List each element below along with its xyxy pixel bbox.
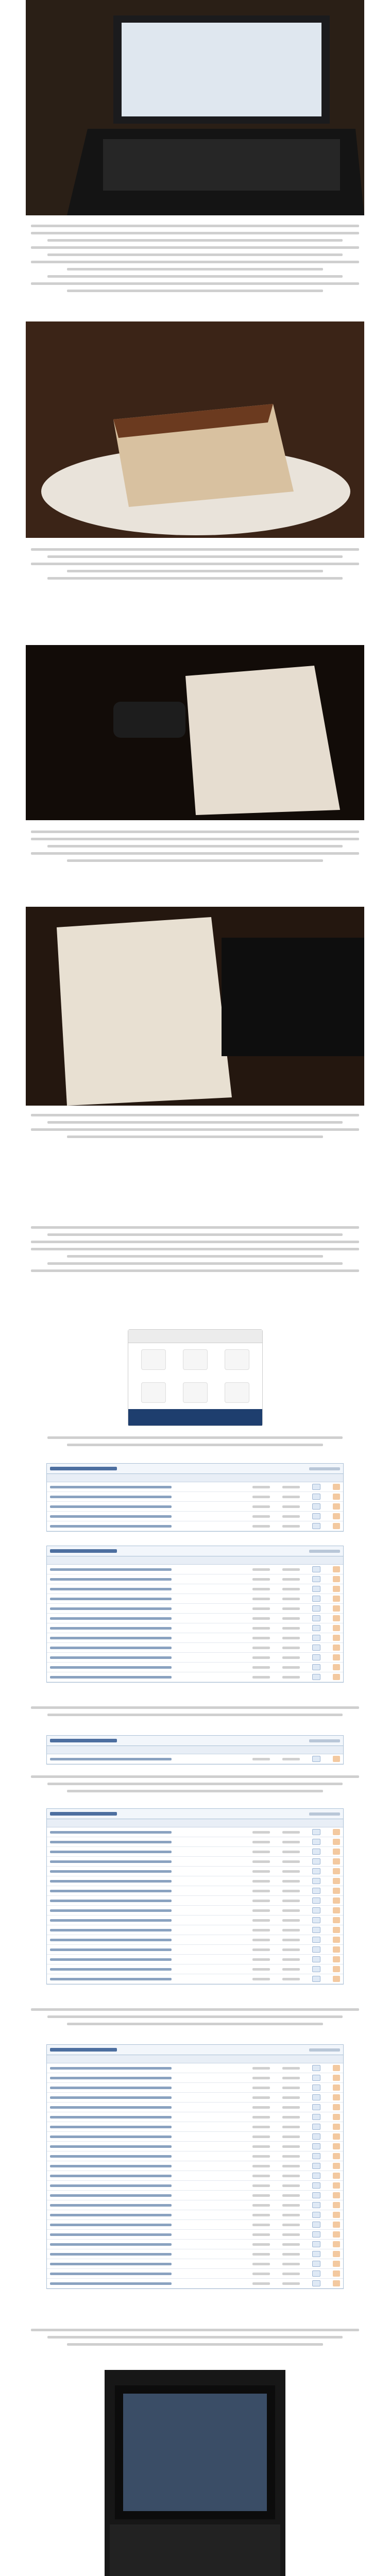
pencil-icon[interactable]	[333, 2124, 340, 2130]
pencil-icon[interactable]	[333, 1829, 340, 1835]
download-icon[interactable]	[312, 1664, 320, 1670]
download-icon[interactable]	[312, 2202, 320, 2208]
pencil-icon[interactable]	[333, 1917, 340, 1923]
download-icon[interactable]	[312, 1566, 320, 1572]
download-icon[interactable]	[312, 2231, 320, 2238]
pencil-icon[interactable]	[333, 1586, 340, 1592]
download-icon[interactable]	[312, 1576, 320, 1582]
pencil-icon[interactable]	[333, 1927, 340, 1933]
table-row[interactable]	[47, 1643, 343, 1653]
table-row[interactable]	[47, 2083, 343, 2093]
table-row[interactable]	[47, 2103, 343, 2112]
table-row[interactable]	[47, 1964, 343, 1974]
download-icon[interactable]	[312, 2192, 320, 2198]
download-icon[interactable]	[312, 1839, 320, 1845]
pencil-icon[interactable]	[333, 1888, 340, 1894]
download-icon[interactable]	[312, 1868, 320, 1874]
pencil-icon[interactable]	[333, 2173, 340, 2179]
pencil-icon[interactable]	[333, 1523, 340, 1529]
table-note	[31, 1706, 359, 1721]
table-row[interactable]	[47, 2220, 343, 2230]
pencil-icon[interactable]	[333, 1484, 340, 1490]
pencil-icon[interactable]	[333, 1907, 340, 1913]
store-text	[31, 1226, 359, 1277]
table-row[interactable]	[47, 1925, 343, 1935]
download-icon[interactable]	[312, 1513, 320, 1519]
download-icon[interactable]	[312, 2143, 320, 2149]
table-row[interactable]	[47, 2240, 343, 2249]
app-tile	[225, 1349, 249, 1370]
table-row[interactable]	[47, 1867, 343, 1876]
download-icon[interactable]	[312, 1907, 320, 1913]
pencil-icon[interactable]	[333, 1654, 340, 1660]
table-row[interactable]	[47, 1604, 343, 1614]
pencil-icon[interactable]	[333, 2182, 340, 2189]
table-row[interactable]	[47, 2142, 343, 2151]
table-row[interactable]	[47, 1521, 343, 1531]
pencil-icon[interactable]	[333, 2212, 340, 2218]
download-icon[interactable]	[312, 1654, 320, 1660]
book-on-laptop-photo	[26, 907, 364, 1106]
pencil-icon[interactable]	[333, 1566, 340, 1572]
download-icon[interactable]	[312, 1596, 320, 1602]
download-icon[interactable]	[312, 1888, 320, 1894]
app-tile	[225, 1382, 249, 1403]
software-table-4	[46, 1808, 344, 1985]
table-row[interactable]	[47, 2181, 343, 2191]
table-row[interactable]	[47, 2249, 343, 2259]
pencil-icon[interactable]	[333, 2261, 340, 2267]
table-row[interactable]	[47, 2191, 343, 2200]
pencil-icon[interactable]	[333, 1576, 340, 1582]
table-row[interactable]	[47, 1653, 343, 1663]
software-table-3	[46, 1735, 344, 1765]
download-icon[interactable]	[312, 1878, 320, 1884]
pencil-icon[interactable]	[333, 2114, 340, 2120]
pencil-icon[interactable]	[333, 1513, 340, 1519]
pencil-icon[interactable]	[333, 1937, 340, 1943]
pencil-icon[interactable]	[333, 2222, 340, 2228]
pencil-icon[interactable]	[333, 2251, 340, 2257]
download-icon[interactable]	[312, 1625, 320, 1631]
pencil-icon[interactable]	[333, 1868, 340, 1874]
table-row[interactable]	[47, 1916, 343, 1925]
pencil-icon[interactable]	[333, 1645, 340, 1651]
download-icon[interactable]	[312, 2182, 320, 2189]
download-icon[interactable]	[312, 2222, 320, 2228]
table-row[interactable]	[47, 2132, 343, 2142]
table-row[interactable]	[47, 1945, 343, 1955]
table-row[interactable]	[47, 2171, 343, 2181]
table-note-3	[31, 2008, 359, 2030]
software-table-5	[46, 2044, 344, 2289]
table-row[interactable]	[47, 1886, 343, 1896]
phone-and-book-photo	[26, 645, 364, 820]
table-intro	[31, 1436, 359, 1451]
table-row[interactable]	[47, 2230, 343, 2240]
table-row[interactable]	[47, 2073, 343, 2083]
download-icon[interactable]	[312, 2153, 320, 2159]
pencil-icon[interactable]	[333, 2270, 340, 2277]
download-icon[interactable]	[312, 2270, 320, 2277]
download-icon[interactable]	[312, 1503, 320, 1510]
download-icon[interactable]	[312, 2104, 320, 2110]
app-tile	[183, 1349, 208, 1370]
app-store-screenshot	[128, 1329, 263, 1426]
netbook-video-photo	[105, 2370, 285, 2576]
table-note-2	[31, 1775, 359, 1797]
download-icon[interactable]	[312, 2241, 320, 2247]
pencil-icon[interactable]	[333, 1494, 340, 1500]
book-text	[31, 831, 359, 867]
table-row[interactable]	[47, 1955, 343, 1964]
pencil-icon[interactable]	[333, 1946, 340, 1953]
table-row[interactable]	[47, 1502, 343, 1512]
download-icon[interactable]	[312, 1674, 320, 1680]
table-row[interactable]	[47, 1896, 343, 1906]
pencil-icon[interactable]	[333, 2133, 340, 2140]
table-row[interactable]	[47, 2259, 343, 2269]
table-row[interactable]	[47, 2161, 343, 2171]
download-icon[interactable]	[312, 1937, 320, 1943]
download-icon[interactable]	[312, 1635, 320, 1641]
download-icon[interactable]	[312, 1849, 320, 1855]
table-row[interactable]	[47, 2093, 343, 2103]
download-icon[interactable]	[312, 2163, 320, 2169]
table-row[interactable]	[47, 1633, 343, 1643]
pencil-icon[interactable]	[333, 1839, 340, 1845]
pencil-icon[interactable]	[333, 1849, 340, 1855]
download-icon[interactable]	[312, 1523, 320, 1529]
download-icon[interactable]	[312, 1829, 320, 1835]
pencil-icon[interactable]	[333, 2075, 340, 2081]
table-row[interactable]	[47, 1565, 343, 1574]
pencil-icon[interactable]	[333, 1664, 340, 1670]
app-tile	[141, 1382, 166, 1403]
table-row[interactable]	[47, 1623, 343, 1633]
download-icon[interactable]	[312, 2065, 320, 2071]
pencil-icon[interactable]	[333, 1878, 340, 1884]
download-icon[interactable]	[312, 2075, 320, 2081]
pencil-icon[interactable]	[333, 1858, 340, 1865]
table-row[interactable]	[47, 1906, 343, 1916]
download-icon[interactable]	[312, 1756, 320, 1762]
download-icon[interactable]	[312, 1966, 320, 1972]
pencil-icon[interactable]	[333, 2084, 340, 2091]
pencil-icon[interactable]	[333, 2163, 340, 2169]
pencil-icon[interactable]	[333, 1756, 340, 1762]
pencil-icon[interactable]	[333, 2065, 340, 2071]
table-row[interactable]	[47, 1594, 343, 1604]
table-row[interactable]	[47, 1837, 343, 1847]
intro-text	[31, 225, 359, 297]
download-icon[interactable]	[312, 2084, 320, 2091]
table-row[interactable]	[47, 1663, 343, 1672]
download-icon[interactable]	[312, 1858, 320, 1865]
table-row[interactable]	[47, 1584, 343, 1594]
download-icon[interactable]	[312, 1586, 320, 1592]
download-icon[interactable]	[312, 1615, 320, 1621]
table-row[interactable]	[47, 2112, 343, 2122]
pencil-icon[interactable]	[333, 1635, 340, 1641]
pencil-icon[interactable]	[333, 1966, 340, 1972]
laptop-keyboard-photo	[26, 0, 364, 215]
download-icon[interactable]	[312, 2114, 320, 2120]
pencil-icon[interactable]	[333, 2143, 340, 2149]
download-icon[interactable]	[312, 1484, 320, 1490]
table-row[interactable]	[47, 1754, 343, 1764]
download-icon[interactable]	[312, 2124, 320, 2130]
table-row[interactable]	[47, 1935, 343, 1945]
pencil-icon[interactable]	[333, 2231, 340, 2238]
pencil-icon[interactable]	[333, 2280, 340, 2286]
software-table-2	[46, 1546, 344, 1683]
table-row[interactable]	[47, 1847, 343, 1857]
pencil-icon[interactable]	[333, 2241, 340, 2247]
pencil-icon[interactable]	[333, 1615, 340, 1621]
download-icon[interactable]	[312, 1605, 320, 1612]
download-icon[interactable]	[312, 1917, 320, 1923]
table-row[interactable]	[47, 2122, 343, 2132]
download-icon[interactable]	[312, 2212, 320, 2218]
table-row[interactable]	[47, 2200, 343, 2210]
download-icon[interactable]	[312, 2094, 320, 2100]
app-tile	[141, 1349, 166, 1370]
pencil-icon[interactable]	[333, 2192, 340, 2198]
pencil-icon[interactable]	[333, 1596, 340, 1602]
download-icon[interactable]	[312, 2251, 320, 2257]
download-icon[interactable]	[312, 1956, 320, 1962]
pencil-icon[interactable]	[333, 1625, 340, 1631]
table-row[interactable]	[47, 2063, 343, 2073]
closing-text	[31, 2329, 359, 2350]
download-icon[interactable]	[312, 1946, 320, 1953]
table-row[interactable]	[47, 2151, 343, 2161]
pencil-icon[interactable]	[333, 1897, 340, 1904]
table-row[interactable]	[47, 1512, 343, 1521]
table-row[interactable]	[47, 1974, 343, 1984]
software-table-1	[46, 1463, 344, 1532]
pencil-icon[interactable]	[333, 1956, 340, 1962]
table-row[interactable]	[47, 1672, 343, 1682]
book-review-text	[31, 1114, 359, 1143]
pencil-icon[interactable]	[333, 2094, 340, 2100]
download-icon[interactable]	[312, 2261, 320, 2267]
table-row[interactable]	[47, 1614, 343, 1623]
pencil-icon[interactable]	[333, 1605, 340, 1612]
pencil-icon[interactable]	[333, 1674, 340, 1680]
pencil-icon[interactable]	[333, 2153, 340, 2159]
table-row[interactable]	[47, 1827, 343, 1837]
table-row[interactable]	[47, 1876, 343, 1886]
download-icon[interactable]	[312, 1976, 320, 1982]
app-tile	[183, 1382, 208, 1403]
table-row[interactable]	[47, 1574, 343, 1584]
download-icon[interactable]	[312, 1494, 320, 1500]
download-icon[interactable]	[312, 1897, 320, 1904]
download-icon[interactable]	[312, 1645, 320, 1651]
table-row[interactable]	[47, 1492, 343, 1502]
download-icon[interactable]	[312, 1927, 320, 1933]
table-row[interactable]	[47, 2269, 343, 2279]
table-row[interactable]	[47, 1857, 343, 1867]
download-icon[interactable]	[312, 2173, 320, 2179]
pencil-icon[interactable]	[333, 2202, 340, 2208]
pencil-icon[interactable]	[333, 1976, 340, 1982]
dessert-photo	[26, 321, 364, 538]
table-row[interactable]	[47, 1482, 343, 1492]
pencil-icon[interactable]	[333, 2104, 340, 2110]
download-icon[interactable]	[312, 2133, 320, 2140]
pencil-icon[interactable]	[333, 1503, 340, 1510]
download-icon[interactable]	[312, 2280, 320, 2286]
table-row[interactable]	[47, 2210, 343, 2220]
table-row[interactable]	[47, 2279, 343, 2289]
dessert-text	[31, 548, 359, 584]
